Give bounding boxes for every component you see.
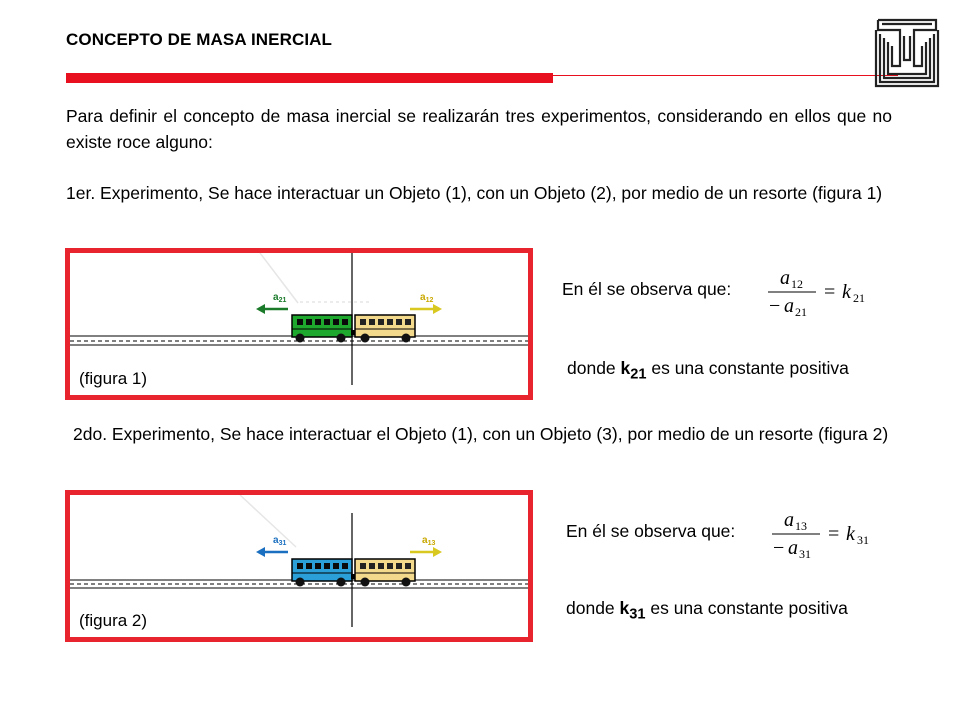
experiment2-observation: En él se observa que: [566, 521, 736, 541]
experiment2-paragraph: 2do. Experimento, Se hace interactuar el Objeto (1), con un Objeto (3), por medio de un resorte (figura 2) [73, 424, 889, 444]
experiment1-paragraph: 1er. Experimento, Se hace interactuar un Objeto (1), con un Objeto (2), por medio de un resorte (figura 1) [66, 183, 883, 203]
figure-1-left-arrow-label: $a_{21}$ [273, 292, 287, 304]
experiment1-constant-note: donde $k_{21}$ es una constante positiva [567, 358, 849, 383]
svg-text:13: 13 [795, 519, 807, 533]
figure-2-right-bus [355, 559, 415, 587]
svg-text:21: 21 [853, 291, 865, 305]
experiment1-formula [766, 262, 876, 320]
constant-k: $k_{21}$ [620, 358, 647, 383]
svg-text:=: = [828, 523, 840, 545]
svg-text:k: k [846, 523, 855, 545]
svg-text:−: − [773, 537, 785, 559]
svg-text:a: a [780, 267, 790, 289]
constant-k: $k_{31}$ [619, 598, 646, 623]
figure-1-caption: (figura 1) [79, 369, 148, 388]
figure-1-right-arrow-label: $a_{12}$ [420, 292, 434, 304]
figure-2 [65, 490, 533, 642]
title-underline-line [553, 75, 898, 76]
svg-text:k: k [842, 281, 851, 303]
svg-text:12: 12 [791, 277, 803, 291]
figure-2-left-arrow-label: $a_{31}$ [273, 535, 287, 547]
page-title: CONCEPTO DE MASA INERCIAL [66, 30, 333, 49]
svg-text:a: a [788, 537, 798, 559]
figure-1 [65, 248, 533, 400]
figure-2-caption: (figura 2) [79, 611, 148, 630]
experiment2-constant-note: donde $k_{31}$ es una constante positiva [566, 598, 848, 623]
svg-text:a: a [784, 509, 794, 531]
svg-text:21: 21 [795, 305, 807, 319]
institution-logo [872, 16, 942, 92]
svg-text:31: 31 [799, 547, 811, 561]
title-underline-bar [66, 73, 553, 83]
svg-text:=: = [824, 281, 836, 303]
experiment2-formula [770, 504, 880, 562]
svg-text:31: 31 [857, 533, 869, 547]
figure-1-left-bus [292, 315, 352, 343]
figure-1-right-bus [355, 315, 415, 343]
intro-paragraph: Para definir el concepto de masa inercial se realizarán tres experimentos, considerando en ellos que no existe roce alguno: [66, 106, 892, 152]
svg-text:−: − [769, 295, 781, 317]
svg-text:a: a [784, 295, 794, 317]
figure-2-left-bus [292, 559, 352, 587]
experiment1-observation: En él se observa que: [562, 279, 732, 299]
figure-2-right-arrow-label: $a_{13}$ [422, 535, 436, 547]
